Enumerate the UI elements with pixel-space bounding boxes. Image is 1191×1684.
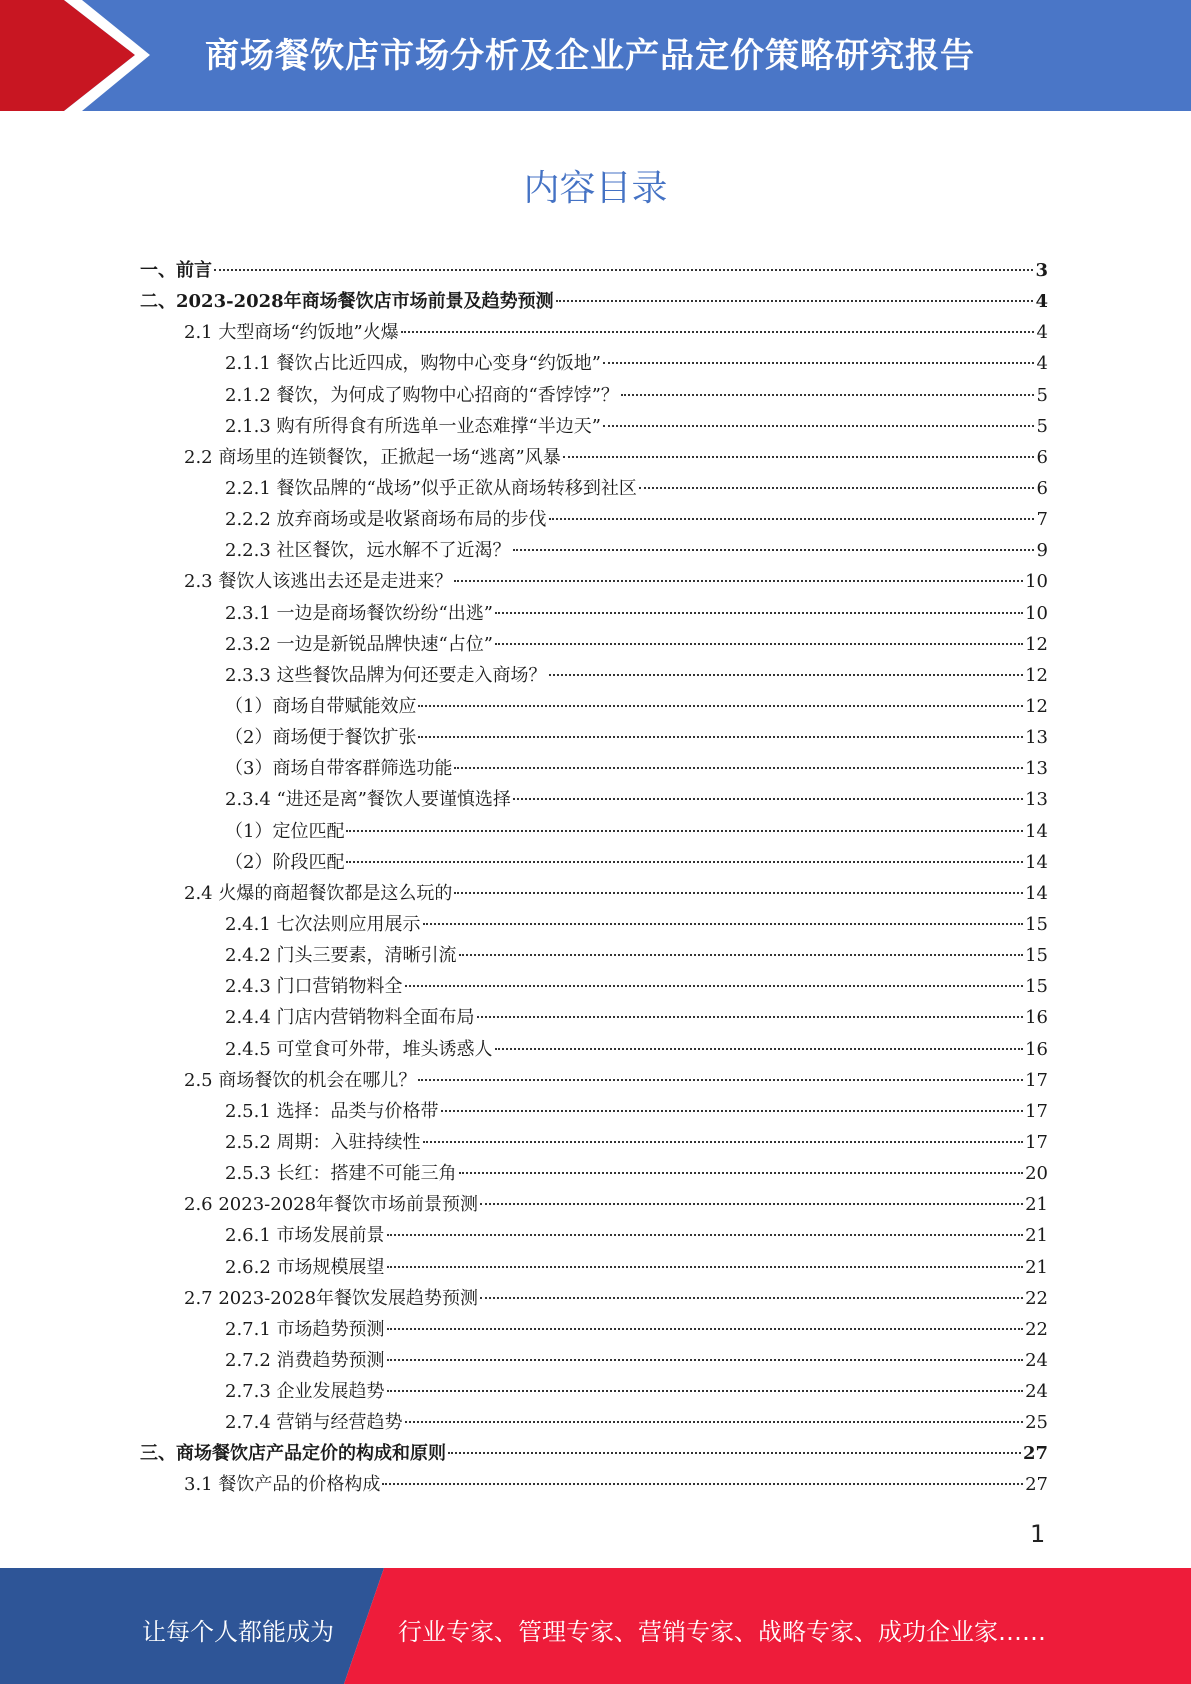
toc-entry[interactable] [140,1002,1048,1033]
toc-leader-dots [513,549,1034,551]
toc-entry-page: 13 [1025,758,1048,780]
toc-entry-page: 21 [1025,1225,1048,1247]
toc-leader-dots [418,705,1023,707]
toc-entry[interactable] [140,1034,1048,1065]
toc-leader-dots [405,985,1024,987]
toc-entry-page: 20 [1025,1163,1048,1185]
toc-entry-label: 2.5.1 选择：品类与价格带 [225,1100,439,1122]
toc-entry[interactable] [140,1189,1048,1220]
toc-entry-page: 13 [1025,789,1048,811]
toc-leader-dots [418,736,1023,738]
toc-leader-dots [454,767,1023,769]
toc-entry-label: 二、2023-2028年商场餐饮店市场前景及趋势预测 [140,291,554,313]
toc-leader-dots [418,1079,1023,1081]
toc-entry-page: 14 [1025,851,1048,873]
toc-leader-dots [387,1359,1024,1361]
toc-entry[interactable] [140,1283,1048,1314]
toc-leader-dots [621,394,1034,396]
toc-entry-label: 2.6.1 市场发展前景 [225,1225,385,1247]
toc-entry-page: 24 [1025,1381,1048,1403]
toc-entry[interactable] [140,535,1048,566]
toc-entry[interactable] [140,380,1048,411]
toc-entry-page: 4 [1036,322,1048,344]
toc-entry-label: 2.4.5 可堂食可外带，堆头诱惑人 [225,1038,493,1060]
toc-entry-label: 2.4.3 门口营销物料全 [225,976,403,998]
toc-entry[interactable] [140,566,1048,597]
toc-leader-dots [382,1483,1023,1485]
toc-entry-page: 17 [1025,1131,1048,1153]
toc-entry[interactable] [140,1314,1048,1345]
header-banner [0,0,1191,111]
toc-leader-dots [556,300,1034,302]
toc-leader-dots [454,580,1023,582]
toc-leader-dots [603,362,1034,364]
toc-entry[interactable] [140,753,1048,784]
toc-entry-page: 15 [1025,945,1048,967]
toc-entry-label: 2.1.2 餐饮，为何成了购物中心招商的“香饽饽”？ [225,384,619,406]
toc-leader-dots [495,1048,1024,1050]
toc-entry-label: 2.3.2 一边是新锐品牌快速“占位” [225,633,493,655]
toc-entry-page: 6 [1036,446,1048,468]
toc-entry-label: 2.3.1 一边是商场餐饮纷纷“出逃” [225,602,493,624]
toc-entry-page: 13 [1025,727,1048,749]
toc-entry-label: （3）商场自带客群筛选功能 [225,758,453,780]
toc-entry[interactable] [140,784,1048,815]
toc-leader-dots [459,1172,1024,1174]
toc-entry-label: 2.1.1 餐饮占比近四成，购物中心变身“约饭地” [225,353,601,375]
toc-entry-page: 27 [1025,1474,1048,1496]
toc-entry-page: 9 [1036,540,1048,562]
toc-entry-label: 2.4.1 七次法则应用展示 [225,913,421,935]
toc-entry[interactable] [140,1127,1048,1158]
toc-entry[interactable] [140,940,1048,971]
report-title: 商场餐饮店市场分析及企业产品定价策略研究报告 [205,36,975,76]
toc-leader-dots [423,923,1024,925]
footer-slogan-left: 让每个人都能成为 [142,1618,334,1646]
toc-leader-dots [603,425,1034,427]
toc-leader-dots [563,456,1034,458]
toc-entry[interactable] [140,1407,1048,1438]
toc-entry-label: 2.5 商场餐饮的机会在哪儿？ [184,1069,417,1091]
toc-entry[interactable] [140,629,1048,660]
toc-leader-dots [441,1110,1024,1112]
toc-entry-page: 12 [1025,664,1048,686]
toc-entry[interactable] [140,847,1048,878]
toc-entry[interactable] [140,317,1048,348]
table-of-contents [140,255,1048,1501]
toc-leader-dots [387,1328,1024,1330]
toc-leader-dots [480,1297,1023,1299]
toc-leader-dots [346,861,1023,863]
toc-entry-page: 5 [1036,384,1048,406]
toc-entry-label: 2.4.2 门头三要素，清晰引流 [225,945,457,967]
toc-entry-label: 2.7 2023-2028年餐饮发展趋势预测 [184,1287,479,1309]
toc-entry[interactable] [140,504,1048,535]
toc-entry[interactable] [140,1438,1048,1469]
toc-entry-page: 15 [1025,913,1048,935]
toc-entry-label: 2.4.4 门店内营销物料全面布局 [225,1007,475,1029]
toc-entry-page: 7 [1036,509,1048,531]
toc-entry-page: 14 [1025,820,1048,842]
toc-leader-dots [214,269,1033,271]
toc-entry-label: （2）阶段匹配 [225,851,345,873]
toc-entry-page: 14 [1025,882,1048,904]
toc-leader-dots [387,1390,1024,1392]
toc-leader-dots [346,830,1023,832]
toc-leader-dots [549,674,1024,676]
toc-entry-label: 2.4 火爆的商超餐饮都是这么玩的 [184,882,453,904]
toc-leader-dots [549,518,1034,520]
toc-leader-dots [513,798,1023,800]
toc-entry-label: 2.6.2 市场规模展望 [225,1256,385,1278]
toc-entry[interactable] [140,909,1048,940]
toc-entry-page: 22 [1025,1287,1048,1309]
toc-leader-dots [423,1141,1024,1143]
toc-entry-page: 12 [1025,695,1048,717]
toc-entry[interactable] [140,286,1048,317]
toc-entry-label: 2.7.2 消费趋势预测 [225,1349,385,1371]
toc-entry[interactable] [140,1469,1048,1500]
toc-entry[interactable] [140,411,1048,442]
toc-entry-label: 2.2.2 放弃商场或是收紧商场布局的步伐 [225,509,547,531]
red-chevron-shape [0,0,135,111]
toc-heading: 内容目录 [523,168,668,209]
toc-entry-label: 2.1.3 购有所得食有所选单一业态难撑“半边天” [225,415,601,437]
toc-entry-page: 4 [1036,353,1048,375]
toc-entry[interactable] [140,473,1048,504]
toc-entry[interactable] [140,348,1048,379]
toc-entry[interactable] [140,1220,1048,1251]
toc-leader-dots [405,1421,1024,1423]
toc-entry-page: 3 [1035,260,1048,281]
toc-entry[interactable] [140,878,1048,909]
toc-leader-dots [480,1203,1023,1205]
toc-entry[interactable] [140,1096,1048,1127]
toc-leader-dots [387,1266,1024,1268]
toc-entry[interactable] [140,442,1048,473]
toc-entry-label: 2.7.4 营销与经营趋势 [225,1412,403,1434]
toc-leader-dots [459,954,1024,956]
toc-entry-label: 3.1 餐饮产品的价格构成 [184,1474,381,1496]
toc-leader-dots [495,612,1023,614]
toc-entry-page: 17 [1025,1069,1048,1091]
toc-leader-dots [495,643,1023,645]
toc-leader-dots [448,1452,1021,1454]
toc-leader-dots [401,331,1034,333]
toc-entry-page: 21 [1025,1194,1048,1216]
toc-entry-label: 2.2 商场里的连锁餐饮，正掀起一场“逃离”风暴 [184,446,561,468]
toc-entry-label: 2.1 大型商场“约饭地”火爆 [184,322,399,344]
toc-entry-label: 2.3 餐饮人该逃出去还是走进来？ [184,571,453,593]
toc-entry[interactable] [140,598,1048,629]
toc-entry[interactable] [140,255,1048,286]
toc-entry-label: 2.7.3 企业发展趋势 [225,1381,385,1403]
toc-entry-page: 10 [1025,602,1048,624]
toc-entry-page: 25 [1025,1412,1048,1434]
toc-entry-label: （1）商场自带赋能效应 [225,695,417,717]
toc-entry-page: 4 [1035,291,1048,313]
footer-slogan-right: 行业专家、管理专家、营销专家、战略专家、成功企业家…… [398,1618,1046,1646]
toc-entry-label: 三、商场餐饮店产品定价的构成和原则 [140,1443,446,1465]
toc-entry-label: 2.3.3 这些餐饮品牌为何还要走入商场？ [225,664,547,686]
toc-entry-page: 15 [1025,976,1048,998]
toc-entry-label: 一、前言 [140,260,212,281]
toc-entry[interactable] [140,1345,1048,1376]
page-number: 1 [1030,1520,1046,1548]
toc-entry[interactable] [140,971,1048,1002]
toc-entry-page: 5 [1036,415,1048,437]
toc-entry-page: 27 [1022,1443,1048,1465]
toc-entry-page: 22 [1025,1318,1048,1340]
toc-entry-page: 17 [1025,1100,1048,1122]
toc-entry[interactable] [140,1158,1048,1189]
toc-entry[interactable] [140,722,1048,753]
toc-entry-label: 2.7.1 市场趋势预测 [225,1318,385,1340]
toc-entry[interactable] [140,1065,1048,1096]
toc-entry-label: 2.5.2 周期：入驻持续性 [225,1131,421,1153]
toc-entry[interactable] [140,691,1048,722]
toc-entry-label: 2.3.4 “进还是离”餐饮人要谨慎选择 [225,789,511,811]
toc-leader-dots [454,892,1023,894]
toc-entry-page: 16 [1025,1007,1048,1029]
toc-entry[interactable] [140,660,1048,691]
toc-entry-label: （2）商场便于餐饮扩张 [225,727,417,749]
toc-entry-page: 21 [1025,1256,1048,1278]
toc-entry[interactable] [140,1252,1048,1283]
toc-entry-label: 2.6 2023-2028年餐饮市场前景预测 [184,1194,479,1216]
footer-banner [0,1568,1191,1684]
toc-entry[interactable] [140,1376,1048,1407]
toc-entry[interactable] [140,816,1048,847]
toc-entry-page: 24 [1025,1349,1048,1371]
toc-entry-page: 16 [1025,1038,1048,1060]
toc-entry-page: 6 [1036,477,1048,499]
toc-entry-label: （1）定位匹配 [225,820,345,842]
toc-entry-label: 2.2.3 社区餐饮，远水解不了近渴？ [225,540,511,562]
toc-entry-page: 12 [1025,633,1048,655]
toc-entry-label: 2.5.3 长红：搭建不可能三角 [225,1163,457,1185]
toc-leader-dots [387,1234,1024,1236]
toc-entry-label: 2.2.1 餐饮品牌的“战场”似乎正欲从商场转移到社区 [225,477,637,499]
toc-entry-page: 10 [1025,571,1048,593]
toc-leader-dots [639,487,1034,489]
toc-leader-dots [477,1016,1024,1018]
